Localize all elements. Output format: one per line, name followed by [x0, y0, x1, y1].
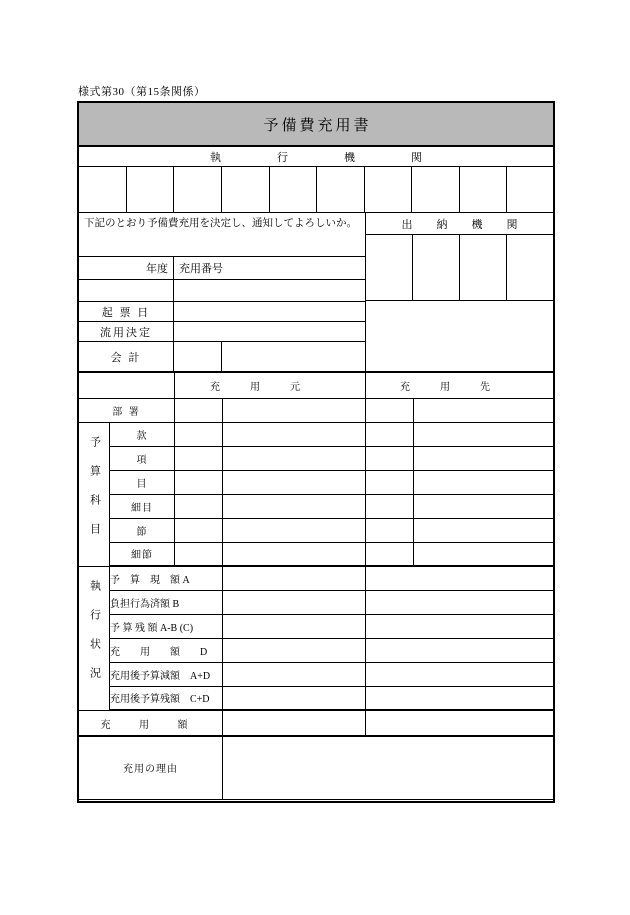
exec-row-appropriation	[79, 638, 555, 662]
exec-row-committed	[79, 590, 555, 614]
fiscal-year-row	[79, 257, 365, 280]
entry-date-label: 起 票 日	[79, 302, 174, 321]
source-amount-cell	[223, 686, 366, 710]
dest-code-cell	[366, 422, 414, 446]
blank-area	[366, 301, 553, 371]
source-code-cell	[175, 422, 223, 446]
budget-row-label: 項	[110, 446, 175, 470]
exec-row-label: 予 算 現 額 A	[110, 566, 223, 590]
entry-date-row	[79, 302, 365, 322]
reason-value-cell	[223, 736, 555, 799]
fiscal-year-value-row	[79, 280, 365, 302]
accounting-agency-block	[366, 213, 553, 371]
diversion-decision-value-cell	[174, 322, 365, 341]
source-amount-cell	[223, 590, 366, 614]
exec-row-after-remaining	[79, 686, 555, 710]
source-total-amount-cell	[223, 710, 366, 736]
source-code-cell	[175, 494, 223, 518]
source-amount-cell	[223, 662, 366, 686]
stamp-cell	[127, 167, 175, 212]
exec-row-label: 負担行為済額 B	[110, 590, 223, 614]
dest-name-cell	[414, 494, 555, 518]
source-code-cell	[175, 518, 223, 542]
source-name-cell	[223, 494, 366, 518]
stamp-cell	[460, 167, 507, 212]
reason-row	[79, 736, 555, 799]
stamp-cell	[413, 235, 460, 300]
diversion-decision-row	[79, 322, 365, 342]
appropriation-table	[78, 373, 555, 800]
dest-total-amount-cell	[366, 710, 555, 736]
budget-row-saimoku	[79, 494, 555, 518]
budget-row-setsu	[79, 518, 555, 542]
budget-row-label: 款	[110, 422, 175, 446]
account-label: 会 計	[79, 342, 174, 371]
stamp-cell	[365, 167, 412, 212]
stamp-cell	[270, 167, 318, 212]
stamp-cell	[507, 235, 553, 300]
exec-status-group-text: 執行状況	[88, 580, 101, 696]
appropriation-amount-label: 充 用 額	[79, 710, 223, 736]
exec-row-remaining	[79, 614, 555, 638]
dest-name-cell	[414, 422, 555, 446]
dest-amount-cell	[366, 662, 555, 686]
budget-row-label: 節	[110, 518, 175, 542]
info-section	[79, 213, 553, 371]
blank-header-cell	[79, 373, 175, 398]
stamp-cell	[222, 167, 270, 212]
budget-row-label: 細節	[110, 542, 175, 566]
decision-statement: 下記のとおり予備費充用を決定し、通知してよろしいか。	[79, 213, 365, 257]
appropriation-table-section	[79, 371, 553, 801]
dest-amount-cell	[366, 638, 555, 662]
budget-row-ko	[79, 446, 555, 470]
reserve-fund-appropriation-form	[77, 101, 555, 803]
stamp-cell	[412, 167, 459, 212]
dest-code-cell	[366, 518, 414, 542]
stamp-cell	[317, 167, 365, 212]
dest-code-cell	[366, 446, 414, 470]
appropriation-amount-row	[79, 710, 555, 736]
dest-amount-cell	[366, 566, 555, 590]
executing-agency-stamp-row	[79, 167, 553, 213]
info-left-block	[79, 213, 366, 371]
source-name-cell	[223, 542, 366, 566]
dest-amount-cell	[366, 686, 555, 710]
entry-date-value-cell	[174, 302, 365, 321]
destination-header: 充用先	[366, 373, 555, 398]
source-code-cell	[175, 542, 223, 566]
stamp-cell	[460, 235, 507, 300]
apply-number-label: 充用番号	[179, 263, 223, 275]
budget-category-group-text: 予算科目	[88, 436, 101, 552]
dest-department-name-cell	[414, 398, 555, 422]
exec-row-label: 充用後予算残額 C+D	[110, 686, 223, 710]
stamp-cell	[79, 167, 127, 212]
account-code-cell	[174, 342, 222, 371]
dest-code-cell	[366, 542, 414, 566]
budget-row-label: 細目	[110, 494, 175, 518]
source-name-cell	[223, 446, 366, 470]
source-amount-cell	[223, 614, 366, 638]
dest-amount-cell	[366, 590, 555, 614]
exec-row-budget-current	[79, 566, 555, 590]
source-amount-cell	[223, 638, 366, 662]
source-name-cell	[223, 470, 366, 494]
exec-row-after-decrease	[79, 662, 555, 686]
fiscal-year-value-cell	[79, 280, 174, 301]
dest-name-cell	[414, 470, 555, 494]
dest-department-code-cell	[366, 398, 414, 422]
source-code-cell	[175, 470, 223, 494]
department-label: 部 署	[79, 398, 175, 422]
dest-name-cell	[414, 446, 555, 470]
budget-category-group-label	[79, 422, 110, 566]
stamp-cell	[507, 167, 553, 212]
exec-row-label: 充用後予算減額 A+D	[110, 662, 223, 686]
source-code-cell	[175, 446, 223, 470]
account-row	[79, 342, 365, 371]
form-title: 予備費充用書	[79, 103, 553, 147]
apply-number-value-cell	[174, 280, 365, 301]
source-department-name-cell	[223, 398, 366, 422]
fiscal-year-label: 年度	[79, 257, 174, 279]
exec-status-group-label	[79, 566, 110, 710]
budget-row-moku	[79, 470, 555, 494]
budget-row-saisetsu	[79, 542, 555, 566]
stamp-cell	[174, 167, 222, 212]
exec-row-label: 予 算 残 額 A-B (C)	[110, 614, 223, 638]
executing-agency-header: 執行機関	[79, 147, 553, 167]
source-amount-cell	[223, 566, 366, 590]
dest-code-cell	[366, 494, 414, 518]
budget-row-label: 目	[110, 470, 175, 494]
account-value-cell	[222, 342, 365, 371]
dest-amount-cell	[366, 614, 555, 638]
department-row	[79, 398, 555, 422]
source-name-cell	[223, 518, 366, 542]
diversion-decision-label: 流用決定	[79, 322, 174, 341]
dest-name-cell	[414, 542, 555, 566]
accounting-agency-stamp-row	[366, 235, 553, 301]
exec-row-label: 充 用 額 D	[110, 638, 223, 662]
form-number-label: 様式第30（第15条関係）	[78, 86, 206, 98]
dest-code-cell	[366, 470, 414, 494]
source-dest-header-row	[79, 373, 555, 398]
reason-label: 充用の理由	[79, 736, 223, 799]
source-department-code-cell	[175, 398, 223, 422]
stamp-cell	[366, 235, 413, 300]
source-name-cell	[223, 422, 366, 446]
budget-row-kan	[79, 422, 555, 446]
source-header: 充用元	[175, 373, 366, 398]
accounting-agency-header: 出納機関	[366, 213, 553, 235]
dest-name-cell	[414, 518, 555, 542]
